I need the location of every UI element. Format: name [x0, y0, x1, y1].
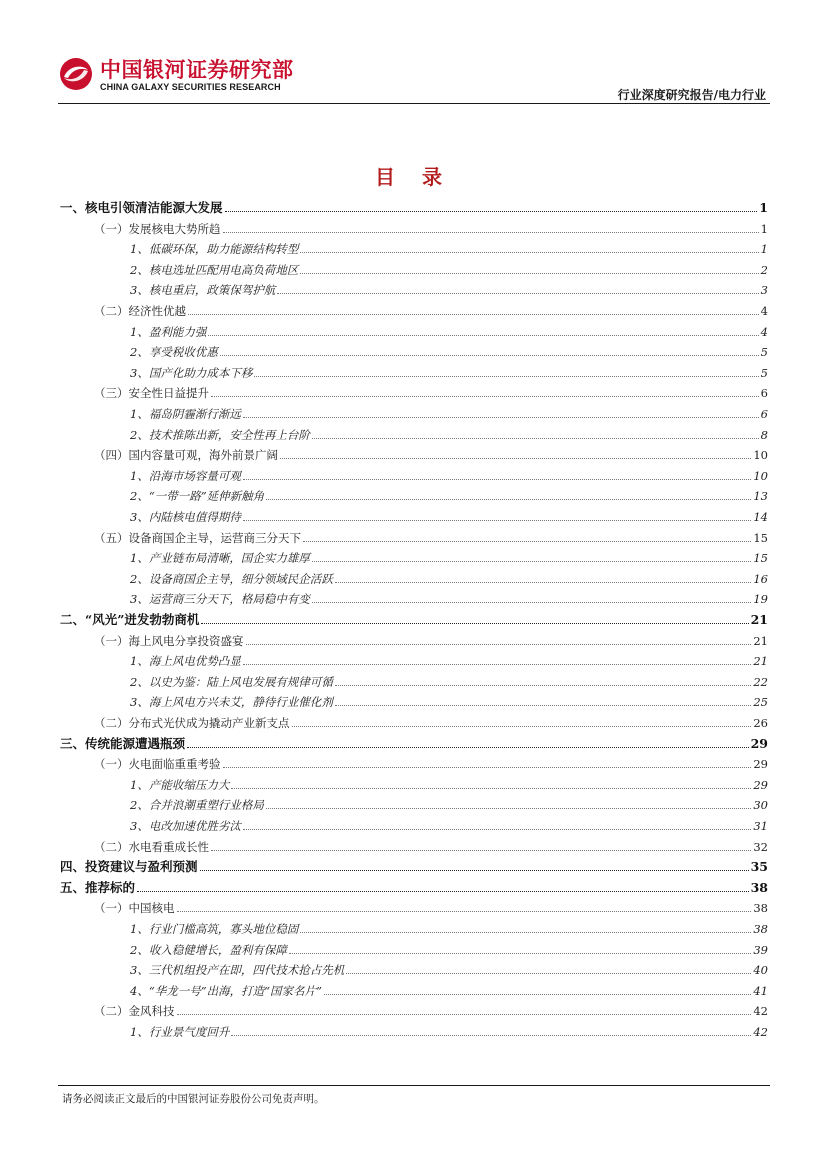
dot-leader	[225, 211, 758, 212]
toc-entry-title: 2、以史为鉴：陆上风电发展有规律可循	[130, 674, 333, 689]
dot-leader	[243, 417, 759, 418]
toc-entry-title: 2、“一带一路”延伸新触角	[130, 489, 265, 504]
toc-entry-page: 10	[753, 448, 768, 463]
toc-entry[interactable]	[60, 651, 768, 669]
toc-entry[interactable]	[60, 960, 768, 978]
toc-entry[interactable]	[60, 795, 768, 813]
toc-entry-page: 4	[760, 324, 768, 339]
toc-entry-title: 三、传统能源遭遇瓶颈	[60, 735, 186, 751]
toc-entry-title: 1、低碳环保，助力能源结构转型	[130, 242, 299, 257]
toc-entry-page: 42	[753, 1004, 768, 1019]
toc-entry[interactable]	[60, 898, 768, 916]
toc-entry[interactable]	[60, 404, 768, 422]
dot-leader	[312, 561, 752, 562]
toc-entry-page: 32	[753, 839, 768, 854]
toc-entry-title: （一）火电面临重重考验	[94, 757, 221, 772]
toc-entry[interactable]	[60, 919, 768, 937]
dot-leader	[200, 870, 749, 871]
toc-entry-title: （一）海上风电分享投资盛宴	[94, 633, 244, 648]
toc-entry-title: （二）金风科技	[94, 1004, 175, 1019]
toc-entry-page: 19	[753, 592, 768, 607]
toc-entry-title: 3、电改加速优胜劣汰	[130, 819, 241, 833]
toc-entry-page: 4	[760, 304, 768, 318]
toc-entry[interactable]	[60, 672, 768, 690]
dot-leader	[243, 664, 752, 665]
dot-leader	[277, 293, 758, 294]
toc-entry[interactable]	[60, 775, 768, 793]
toc-entry[interactable]	[60, 342, 768, 360]
dot-leader	[346, 973, 751, 974]
toc-entry[interactable]	[60, 219, 768, 237]
toc-entry-title: 五、推荐标的	[60, 879, 136, 895]
toc-entry[interactable]	[60, 837, 768, 855]
toc-entry-page: 21	[750, 612, 768, 627]
toc-entry-title: 3、三代机组投产在即，四代技术抢占先机	[130, 963, 345, 978]
toc-entry-page: 14	[753, 510, 768, 524]
toc-entry-title: 3、海上风电方兴未艾，静待行业催化剂	[130, 695, 333, 710]
toc-entry-page: 6	[760, 407, 768, 421]
toc-entry[interactable]	[60, 878, 768, 896]
toc-entry-page: 2	[760, 262, 768, 277]
toc-entry-page: 38	[753, 901, 768, 916]
toc-entry[interactable]	[60, 280, 768, 298]
toc-entry-page: 29	[753, 777, 768, 792]
toc-entry-page: 41	[753, 983, 768, 998]
toc-entry-title: 2、享受税收优惠	[130, 345, 218, 360]
toc-entry-page: 40	[753, 963, 768, 978]
toc-entry-page: 16	[753, 571, 768, 586]
toc-entry-title: 2、技术推陈出新，安全性再上台阶	[130, 427, 310, 442]
dot-leader	[280, 458, 751, 459]
footer-divider	[58, 1085, 770, 1086]
dot-leader	[223, 232, 759, 233]
toc-entry-page: 6	[760, 386, 768, 401]
toc-entry-title: 1、海上风电优势凸显	[130, 654, 241, 669]
toc-entry-page: 22	[753, 674, 768, 689]
toc-entry-page: 38	[753, 922, 768, 936]
toc-entry-title: 1、行业门槛高筑，寡头地位稳固	[130, 922, 299, 936]
toc-entry-title: 1、福岛阴霾渐行渐远	[130, 407, 241, 421]
toc-entry-title: 2、设备商国企主导，细分领域民企活跃	[130, 571, 333, 586]
toc-entry-page: 3	[760, 283, 768, 298]
toc-entry-title: 3、运营商三分天下，格局稳中有变	[130, 592, 310, 607]
toc-entry-page: 29	[753, 757, 768, 772]
toc-entry-page: 1	[759, 200, 768, 215]
toc-entry-title: 一、核电引领清洁能源大发展	[60, 200, 223, 215]
toc-entry[interactable]	[60, 713, 768, 731]
toc-entry[interactable]	[60, 425, 768, 443]
dot-leader	[243, 479, 752, 480]
dot-leader	[177, 1014, 752, 1015]
toc-entry-title: 4、“华龙一号”出海，打造“国家名片”	[130, 983, 322, 998]
toc-entry-page: 25	[753, 695, 768, 710]
toc-entry-title: 1、产业链布局清晰，国企实力雄厚	[130, 551, 310, 566]
footer-disclaimer: 请务必阅读正文最后的中国银河证券股份公司免责声明。	[62, 1093, 325, 1105]
toc-entry-page: 10	[753, 468, 768, 483]
toc-entry-page: 5	[760, 365, 768, 380]
toc-entry-title: 1、盈利能力强	[130, 324, 207, 339]
toc-entry-page: 13	[753, 489, 768, 504]
toc-entry-page: 31	[753, 819, 768, 833]
toc-entry[interactable]	[60, 857, 768, 875]
toc-entry-page: 29	[750, 735, 768, 751]
toc-entry-page: 42	[753, 1025, 768, 1039]
toc-entry-title: 3、核电重启，政策保驾护航	[130, 283, 276, 298]
toc-entry[interactable]	[60, 610, 768, 628]
toc-entry[interactable]	[60, 692, 768, 710]
toc-entry-page: 30	[753, 798, 768, 813]
dot-leader	[300, 252, 758, 253]
toc-entry-page: 21	[753, 654, 768, 669]
toc-entry[interactable]	[60, 528, 768, 546]
toc-entry[interactable]	[60, 383, 768, 401]
toc-entry[interactable]	[60, 981, 768, 999]
brand-name-en: CHINA GALAXY SECURITIES RESEARCH	[100, 82, 281, 92]
dot-leader	[231, 788, 751, 789]
toc-entry-title: 二、“风光”迸发勃勃商机	[60, 612, 200, 627]
dot-leader	[137, 891, 749, 892]
toc-entry[interactable]	[60, 1022, 768, 1040]
dot-leader	[211, 396, 759, 397]
toc-entry[interactable]	[60, 322, 768, 340]
dot-leader	[243, 829, 752, 830]
toc-entry-title: （四）国内容量可观，海外前景广阔	[94, 448, 278, 463]
toc-title: 目 录	[375, 165, 452, 189]
toc-entry-title: （一）中国核电	[94, 901, 175, 916]
toc-entry-page: 1	[760, 242, 768, 257]
toc-entry-title: 2、收入稳健增长，盈利有保障	[130, 942, 287, 957]
toc-entry[interactable]	[60, 239, 768, 257]
toc-entry[interactable]	[60, 1001, 768, 1019]
toc-entry[interactable]	[60, 507, 768, 525]
dot-leader	[211, 850, 751, 851]
toc-entry[interactable]	[60, 589, 768, 607]
dot-leader	[220, 355, 759, 356]
toc-entry[interactable]	[60, 466, 768, 484]
dot-leader	[231, 1035, 751, 1036]
toc-entry-page: 38	[750, 879, 768, 895]
toc-entry[interactable]	[60, 734, 768, 752]
toc-entry-title: 3、国产化助力成本下移	[130, 365, 253, 380]
toc-entry[interactable]	[60, 569, 768, 587]
toc-entry-title: （一）发展核电大势所趋	[94, 221, 221, 236]
dot-leader	[254, 376, 758, 377]
toc-entry-title: 四、投资建议与盈利预测	[60, 859, 198, 875]
toc-entry-page: 39	[753, 942, 768, 957]
dot-leader	[300, 273, 758, 274]
toc-entry-title: 3、内陆核电值得期待	[130, 510, 241, 524]
toc-entry[interactable]	[60, 486, 768, 504]
dot-leader	[266, 808, 752, 809]
toc-entry-title: 1、产能收缩压力大	[130, 777, 230, 792]
dot-leader	[246, 644, 752, 645]
dot-leader	[289, 953, 752, 954]
toc-entry-page: 5	[760, 345, 768, 360]
page-header	[58, 52, 770, 102]
dot-leader	[312, 438, 759, 439]
dot-leader	[312, 602, 752, 603]
toc-entry[interactable]	[60, 301, 768, 319]
toc-entry-page: 21	[753, 633, 768, 648]
toc-entry[interactable]	[60, 631, 768, 649]
dot-leader	[188, 314, 759, 315]
dot-leader	[266, 499, 751, 500]
toc-entry[interactable]	[60, 940, 768, 958]
toc-entry-page: 1	[760, 221, 768, 236]
dot-leader	[300, 932, 751, 933]
toc-entry-title: 2、合并浪潮重塑行业格局	[130, 798, 264, 813]
dot-leader	[292, 726, 752, 727]
dot-leader	[335, 685, 752, 686]
dot-leader	[335, 705, 752, 706]
dot-leader	[335, 582, 752, 583]
toc-entry-title: （三）安全性日益提升	[94, 386, 209, 401]
toc-entry[interactable]	[60, 260, 768, 278]
toc-entry-title: （二）分布式光伏成为撬动产业新支点	[94, 716, 290, 730]
toc-entry[interactable]	[60, 198, 768, 216]
toc-entry-title: （五）设备商国企主导，运营商三分天下	[94, 530, 301, 545]
toc-entry-title: （二）水电看重成长性	[94, 839, 209, 854]
toc-entry[interactable]	[60, 754, 768, 772]
dot-leader	[208, 335, 758, 336]
toc-entry-page: 35	[750, 859, 768, 875]
brand-name-cn: 中国银河证券研究部	[100, 58, 294, 82]
dot-leader	[243, 520, 752, 521]
toc-entry[interactable]	[60, 363, 768, 381]
dot-leader	[187, 747, 749, 748]
toc-entry[interactable]	[60, 445, 768, 463]
dot-leader	[324, 994, 752, 995]
report-type-label: 行业深度研究报告/电力行业	[617, 88, 766, 102]
toc-entry-page: 8	[760, 427, 768, 442]
toc-entry[interactable]	[60, 548, 768, 566]
toc-entry-page: 26	[753, 716, 768, 730]
dot-leader	[223, 767, 752, 768]
dot-leader	[177, 911, 752, 912]
toc-entry-title: 1、行业景气度回升	[130, 1025, 230, 1039]
dot-leader	[201, 623, 748, 624]
toc-entry-title: 2、核电选址匹配用电高负荷地区	[130, 262, 299, 277]
toc-entry-title: 1、沿海市场容量可观	[130, 468, 241, 483]
dot-leader	[303, 541, 751, 542]
galaxy-logo-icon	[58, 56, 94, 92]
toc-entry-page: 15	[753, 551, 768, 566]
toc-entry-title: （二）经济性优越	[94, 304, 186, 318]
toc-entry-page: 15	[753, 530, 768, 545]
toc-entry[interactable]	[60, 816, 768, 834]
header-divider	[58, 103, 770, 104]
